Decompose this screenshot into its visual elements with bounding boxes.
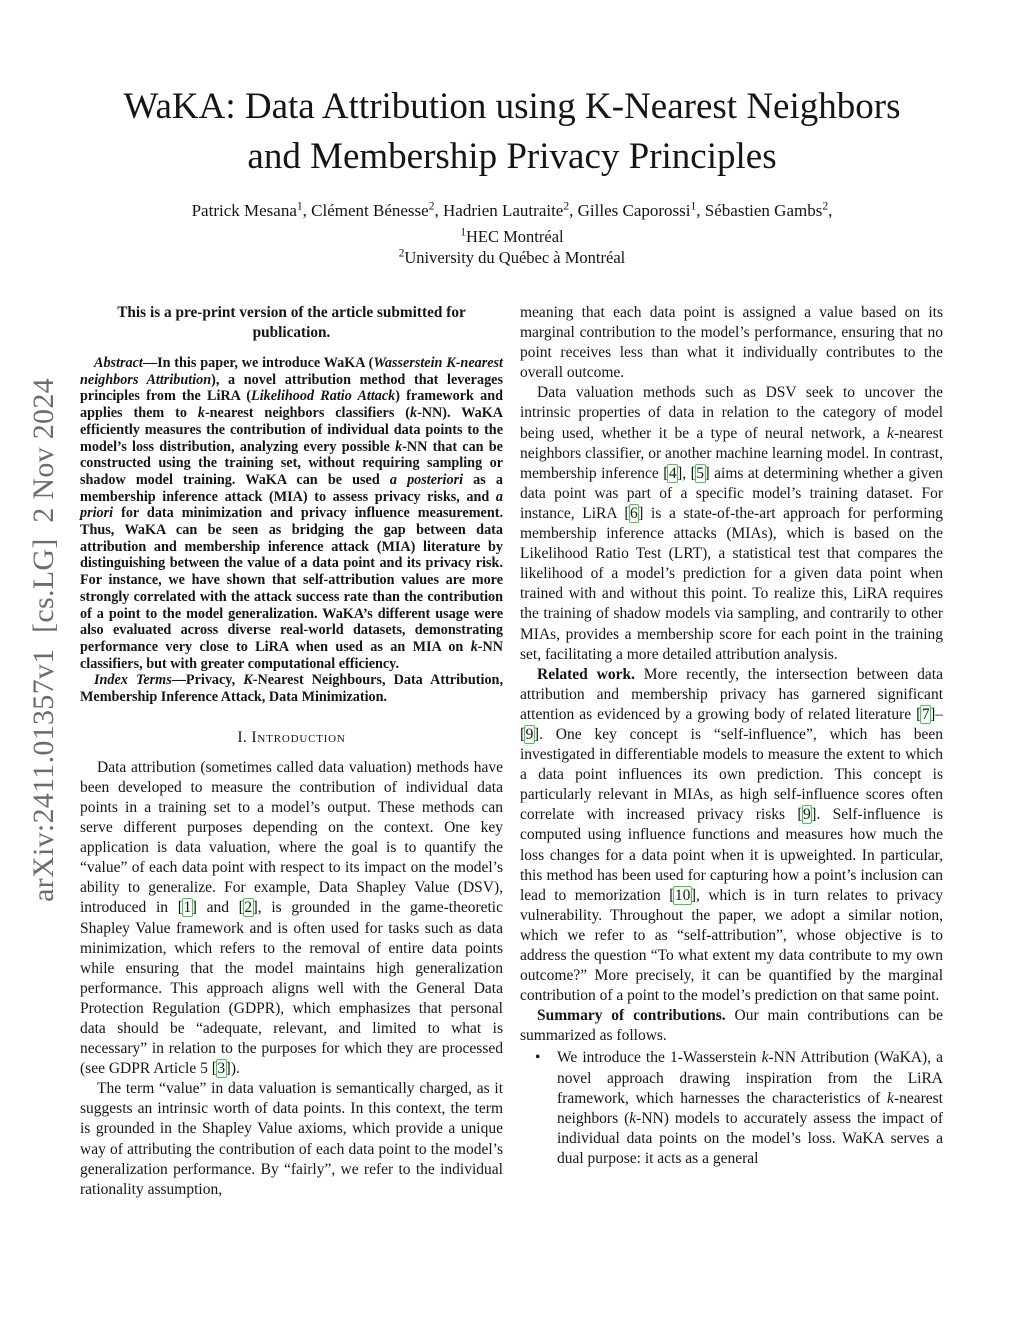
preprint-notice: This is a pre-print version of the article submitted for publication. (117, 304, 466, 341)
contribution-bullet-item (520, 1048, 943, 1169)
paper-title-line-1: WaKA: Data Attribution using K-Nearest Neighbors (123, 86, 901, 127)
abstract-paragraph: Abstract—In this paper, we introduce WaKA (Wasserstein K-nearest neighbors Attribution), a novel attribution method that leverages principles from the LiRA (Likelihood Ratio Attack) framework and applies them to k-nearest neighbors classifiers (k-NN). WaKA efficiently measures the contribution of individual data points to the model’s loss distribution, analyzing every possible k-NN that can be constructed using the training set, without requiring sampling or shadow model training. WaKA can be used a posteriori as a membership inference attack (MIA) to assess privacy risks, and a priori for data minimization and privacy influence measurement. Thus, WaKA can be seen as bridging the gap between data attribution and membership inference attack (MIA) literature by distinguishing between the value of a data point and its privacy risk. For instance, we have shown that self-attribution values are more strongly correlated with the attack success rate than the contribution of a point to the model generalization. WaKA’s different usage were also evaluated across diverse real-world datasets, demonstrating performance very close to LiRA when used as an MIA on k-NN classifiers, but with greater computational efficiency. (80, 355, 503, 672)
citation-link[interactable]: 7 (921, 705, 930, 723)
intro-paragraph-1: Data attribution (sometimes called data valuation) methods have been developed to measure the contribution of individual data points in a training set to a model’s output. These methods can serve different purposes depending on the context. One key application is data valuation, where the goal is to quantify the “value” of each data point with respect to its impact on the model’s ability to generalize. For example, Data Shapley Value (DSV), introduced in [1] and [2], is grounded in the game-theoretic Shapley Value framework and is often used for tasks such as data minimization, which refers to the removal of entire data points while ensuring that the model maintains high generalization performance. This approach aligns well with the General Data Protection Regulation (GDPR), which emphasizes that personal data should be “adequate, relevant, and limited to what is necessary” in relation to the purposes for which they are processed (see GDPR Article 5 [3]). (80, 758, 503, 1078)
citation-link[interactable]: 1 (183, 899, 192, 917)
right-column (520, 303, 943, 1200)
arxiv-stamp: arXiv:2411.01357v1 [cs.LG] 2 Nov 2024 (27, 378, 60, 902)
summary-of-contributions-paragraph: Summary of contributions. Our main contributions can be summarized as follows. (520, 1007, 943, 1045)
paper-title (0, 82, 1024, 182)
citation-link[interactable]: 9 (803, 806, 811, 824)
citation-link[interactable]: 5 (696, 464, 705, 482)
left-column (80, 303, 503, 1200)
affiliation-line-2: $^2$University du Québec à Montréal (398, 247, 626, 267)
citation-link[interactable]: 10 (674, 886, 691, 904)
intro-paragraph-2: The term “value” in data valuation is semantically charged, as it suggests an intrinsic worth of data points. In this context, the term is grounded in the Shapley Value axioms, which provide a unique way of attributing the contribution of each data point to the model’s generalization performance. By “fairly”, we refer to the individual rationality assumption, (80, 1080, 503, 1198)
paper-title-line-2: and Membership Privacy Principles (247, 136, 777, 177)
citation-link[interactable]: 2 (244, 899, 253, 917)
index-terms-paragraph: Index Terms—Privacy, K-Nearest Neighbours, Data Attribution, Membership Inference Attack, Data Minimization. (80, 672, 503, 706)
section-heading-introduction: I. Introduction (237, 728, 346, 746)
citation-link[interactable]: 3 (217, 1060, 226, 1078)
citation-link[interactable]: 4 (668, 464, 677, 482)
two-column-body (80, 303, 944, 1200)
authors-line: Patrick Mesana$^1$, Clément Bénesse$^2$, Hadrien Lautraite$^2$, Gilles Caporossi$^1$, Sébastien Gambs$^2$, (191, 199, 833, 220)
right-paragraph-1: meaning that each data point is assigned a value based on its marginal contribution to the model’s performance, ensuring that no point receives less than what it individually contributes to the overall outcome. (520, 304, 943, 382)
affiliation-line-1: $^1$HEC Montréal (460, 226, 564, 246)
right-paragraph-2: Data valuation methods such as DSV seek to uncover the intrinsic properties of data in relation to the category of model being used, whether it be a type of neural network, a k-nearest neighbors classifier, or another machine learning model. In contrast, membership inference [4], [5] aims at determining whether a given data point was part of a specific model’s training dataset. For instance, LiRA [6] is a state-of-the-art approach for performing membership inference attacks (MIAs), which is based on the Likelihood Ratio Test (LRT), a statistical test that compares the likelihood of a model’s prediction for a given data point when trained with and without this point. To realize this, LiRA requires the training of shadow models via sampling, and contrarily to other MIAs, provides a membership score for each point in the training set, facilitating a more detailed attribution analysis. (520, 384, 944, 663)
citation-link[interactable]: 6 (630, 504, 638, 522)
contribution-bullet-text: We introduce the 1-Wasserstein k-NN Attribution (WaKA), a novel approach drawing inspiration from the LiRA framework, which harnesses the characteristics of k-nearest neighbors (k-NN) models to accurately assess the impact of individual data points on the model’s loss. WaKA serves a dual purpose: it acts as a general (557, 1049, 943, 1167)
related-work-paragraph: Related work. More recently, the intersection between data attribution and membership privacy has garnered significant attention as evidenced by a growing body of related literature [7]–[9]. One key concept is “self-influence”, which has been investigated in differentiable models to measure the extent to which a data point influences its own prediction. This concept is particularly relevant in MIAs, as high self-influence scores often correlate with increased privacy risks [9]. Self-influence is computed using influence functions and measures how much the loss changes for a data point when it is upweighted. In particular, this method has been used for capturing how a point’s inclusion can lead to memorization [10], which is in turn relates to privacy vulnerability. Throughout the paper, we adopt a similar notion, which we refer to as “self-attribution”, whose objective is to address the question “To what extent my data contribute to my own outcome?” More precisely, it can be quantified by the marginal contribution of a point to the model’s prediction on that same point. (520, 665, 943, 1005)
bullet-icon: • (535, 1049, 541, 1067)
citation-link[interactable]: 9 (525, 725, 534, 743)
